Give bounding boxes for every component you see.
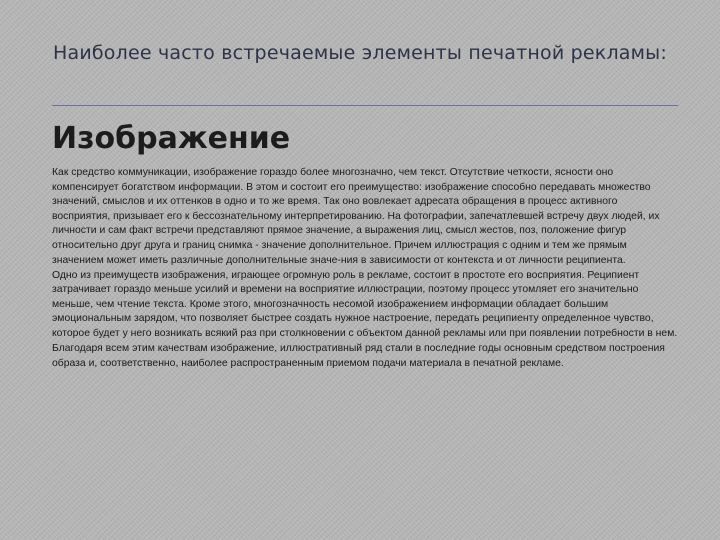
paragraph: Как средство коммуникации, изображение гораздо более многозначно, чем текст. Отсутствие четкости, ясности оно компенсирует богатством информации. В этом и состоит его преимущество: изображение способно передавать множество значений, смыслов и их оттенков в одно и то же время. Так оно вовлекает адресата обращения в процесс активного восприятия, призывает его к бессознательному интерпретированию. На фотографии, запечатлевшей встречу двух людей, их личности и сам факт встречи представляют прямое значение, а выражения лиц, смысл жестов, поз, положение фигур относительно друг друга и границ снимка - значение дополнительное. Причем иллюстрация с одним и тем же прямым значением может иметь различные дополнительные значе-ния в зависимости от контекста и от личности реципиента.: [52, 167, 660, 266]
slide-title: Наиболее часто встречаемые элементы печатной рекламы:: [53, 42, 667, 64]
paragraph: Благодаря всем этим качествам изображение, иллюстративный ряд стали в последние годы основным средством построения образа и, соответственно, наиболее распространенным приемом подачи материала в печатной рекламе.: [52, 343, 665, 369]
paragraph: Одно из преимуществ изображения, играющее огромную роль в рекламе, состоит в простоте его восприятия. Реципиент затрачивает гораздо меньше усилий и времени на восприятие иллюстрации, поэтому процесс утомляет его значительно меньше, чем чтение текста. Кроме этого, многозначность несомой изображением информации обладает большим эмоциональным зарядом, что позволяет быстрее создать нужное настроение, передать реципиенту определенное чувство, которое будет у него возникать всякий раз при столкновении с объектом данной рекламы или при появлении потребности в нем.: [52, 269, 678, 340]
section-heading: Изображение: [52, 121, 291, 156]
title-divider: [52, 105, 678, 106]
body-text: [52, 166, 678, 372]
